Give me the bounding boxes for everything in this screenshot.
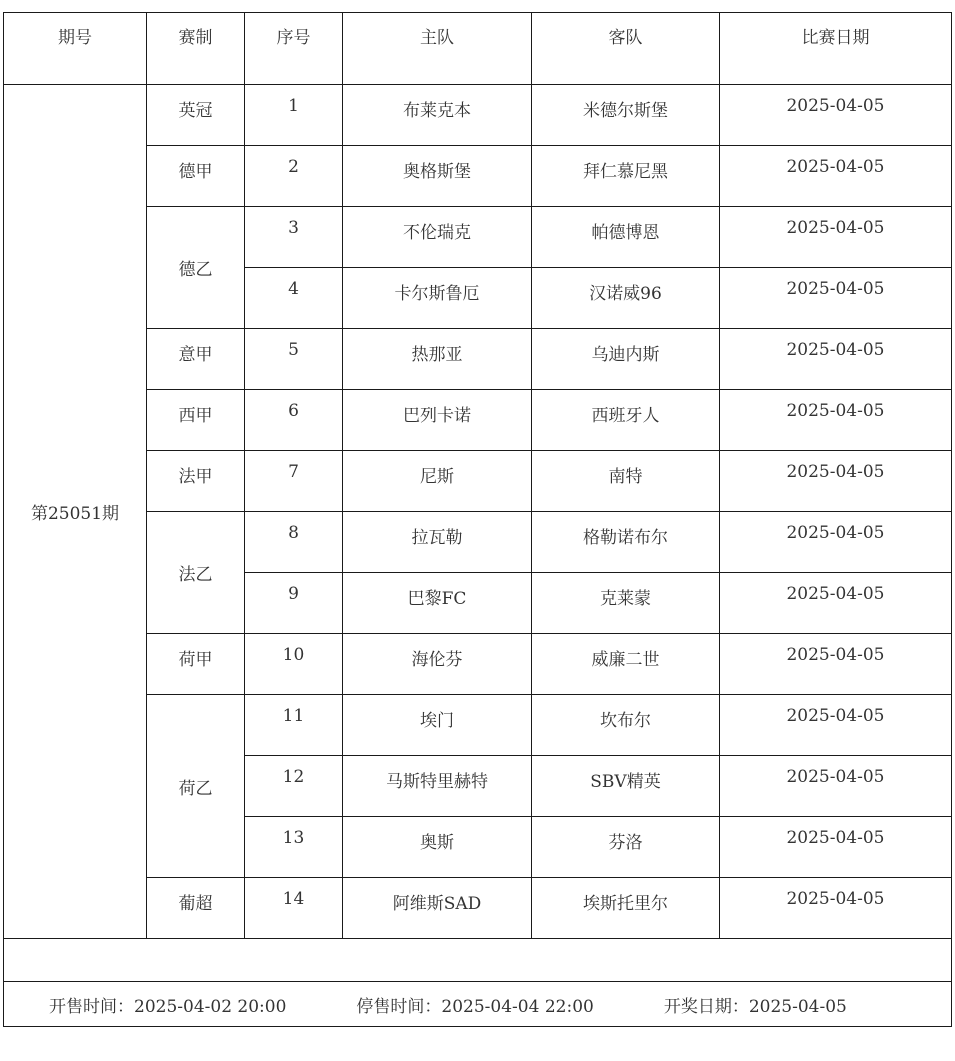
- match-date-cell: 2025-04-05: [720, 85, 952, 146]
- match-date-cell: 2025-04-05: [720, 512, 952, 573]
- league-cell: 葡超: [147, 878, 245, 939]
- draw-date: 开奖日期：2025-04-05: [663, 996, 847, 1017]
- away-team-cell: SBV精英: [532, 756, 720, 817]
- match-number-cell: 2: [245, 146, 343, 207]
- fixtures-table: [3, 12, 952, 1027]
- match-date-cell: 2025-04-05: [720, 634, 952, 695]
- match-date-cell: 2025-04-05: [720, 390, 952, 451]
- match-number-cell: 14: [245, 878, 343, 939]
- match-number-cell: 10: [245, 634, 343, 695]
- away-team-cell: 汉诺威96: [532, 268, 720, 329]
- header-league: 赛制: [147, 13, 245, 85]
- away-team-cell: 乌迪内斯: [532, 329, 720, 390]
- home-team-cell: 热那亚: [343, 329, 532, 390]
- home-team-cell: 埃门: [343, 695, 532, 756]
- home-team-cell: 不伦瑞克: [343, 207, 532, 268]
- table-row: [4, 329, 952, 390]
- header-row: [4, 13, 952, 85]
- league-cell: 法乙: [147, 512, 245, 634]
- issue-cell: 第25051期: [4, 85, 147, 939]
- home-team-cell: 卡尔斯鲁厄: [343, 268, 532, 329]
- away-team-cell: 南特: [532, 451, 720, 512]
- match-number-cell: 7: [245, 451, 343, 512]
- table-row: [4, 512, 952, 573]
- table-row: [4, 695, 952, 756]
- match-date-cell: 2025-04-05: [720, 329, 952, 390]
- away-team-cell: 西班牙人: [532, 390, 720, 451]
- table-row: [4, 85, 952, 146]
- match-number-cell: 11: [245, 695, 343, 756]
- header-date: 比赛日期: [720, 13, 952, 85]
- sale-start-time: 开售时间：2025-04-02 20:00: [49, 996, 287, 1017]
- league-cell: 法甲: [147, 451, 245, 512]
- home-team-cell: 奥格斯堡: [343, 146, 532, 207]
- match-number-cell: 4: [245, 268, 343, 329]
- header-home: 主队: [343, 13, 532, 85]
- away-team-cell: 克莱蒙: [532, 573, 720, 634]
- match-date-cell: 2025-04-05: [720, 573, 952, 634]
- match-number-cell: 8: [245, 512, 343, 573]
- home-team-cell: 马斯特里赫特: [343, 756, 532, 817]
- away-team-cell: 格勒诺布尔: [532, 512, 720, 573]
- match-number-cell: 12: [245, 756, 343, 817]
- away-team-cell: 坎布尔: [532, 695, 720, 756]
- home-team-cell: 奥斯: [343, 817, 532, 878]
- league-cell: 德甲: [147, 146, 245, 207]
- table-row: [4, 390, 952, 451]
- table-row: [4, 207, 952, 268]
- away-team-cell: 埃斯托里尔: [532, 878, 720, 939]
- table-row: [4, 634, 952, 695]
- home-team-cell: 海伦芬: [343, 634, 532, 695]
- match-date-cell: 2025-04-05: [720, 207, 952, 268]
- table-row: [4, 146, 952, 207]
- match-date-cell: 2025-04-05: [720, 878, 952, 939]
- home-team-cell: 拉瓦勒: [343, 512, 532, 573]
- blank-row: [4, 939, 952, 982]
- away-team-cell: 拜仁慕尼黑: [532, 146, 720, 207]
- match-date-cell: 2025-04-05: [720, 817, 952, 878]
- home-team-cell: 布莱克本: [343, 85, 532, 146]
- home-team-cell: 尼斯: [343, 451, 532, 512]
- match-date-cell: 2025-04-05: [720, 756, 952, 817]
- match-number-cell: 3: [245, 207, 343, 268]
- sale-info: [4, 982, 952, 1027]
- match-number-cell: 1: [245, 85, 343, 146]
- match-date-cell: 2025-04-05: [720, 451, 952, 512]
- match-number-cell: 9: [245, 573, 343, 634]
- league-cell: 荷乙: [147, 695, 245, 878]
- home-team-cell: 巴黎FC: [343, 573, 532, 634]
- league-cell: 荷甲: [147, 634, 245, 695]
- league-cell: 意甲: [147, 329, 245, 390]
- league-cell: 英冠: [147, 85, 245, 146]
- away-team-cell: 帕德博恩: [532, 207, 720, 268]
- header-away: 客队: [532, 13, 720, 85]
- match-date-cell: 2025-04-05: [720, 695, 952, 756]
- header-number: 序号: [245, 13, 343, 85]
- match-number-cell: 13: [245, 817, 343, 878]
- away-team-cell: 米德尔斯堡: [532, 85, 720, 146]
- match-number-cell: 6: [245, 390, 343, 451]
- sale-stop-time: 停售时间：2025-04-04 22:00: [356, 996, 594, 1017]
- match-date-cell: 2025-04-05: [720, 268, 952, 329]
- league-cell: 西甲: [147, 390, 245, 451]
- header-issue: 期号: [4, 13, 147, 85]
- match-number-cell: 5: [245, 329, 343, 390]
- away-team-cell: 芬洛: [532, 817, 720, 878]
- home-team-cell: 巴列卡诺: [343, 390, 532, 451]
- away-team-cell: 威廉二世: [532, 634, 720, 695]
- league-cell: 德乙: [147, 207, 245, 329]
- table-row: [4, 451, 952, 512]
- match-date-cell: 2025-04-05: [720, 146, 952, 207]
- table-row: [4, 878, 952, 939]
- home-team-cell: 阿维斯SAD: [343, 878, 532, 939]
